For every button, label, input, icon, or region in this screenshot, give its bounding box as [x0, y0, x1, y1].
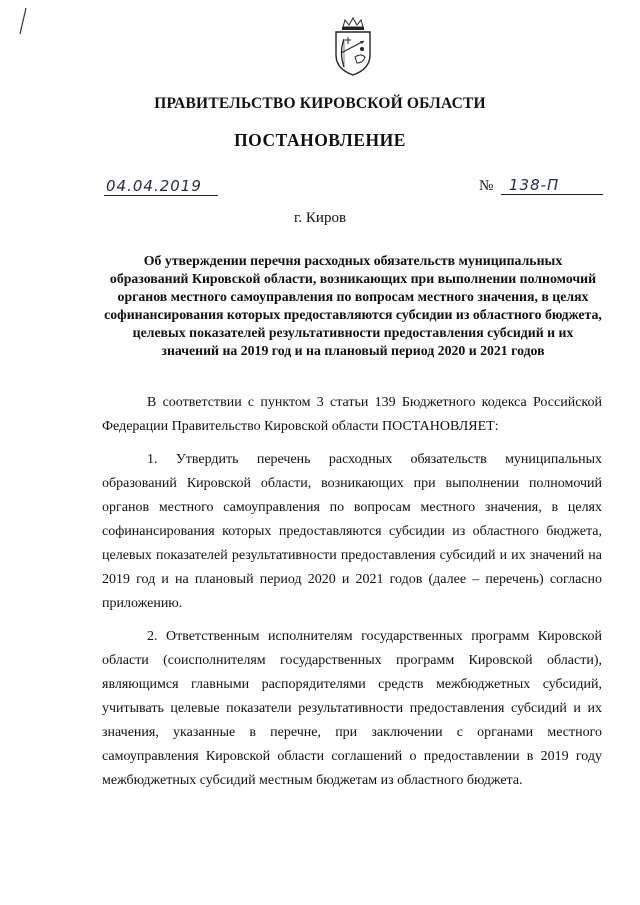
- number-sign: №: [479, 178, 494, 194]
- clause-1-paragraph: 1. Утвердить перечень расходных обязательств муниципальных образований Кировской области, возникающих при выполнении полномочий органов местного самоуправления по вопросам местного значения, в целях софинансирования которых предоставляются субсидии из областного бюджета, целевых показателей результативности предоставления субсидий и их значений на 2019 год и на плановый период 2020 и 2021 годов (далее – перечень) согласно приложению.: [102, 452, 602, 611]
- document-number: 138-П: [509, 176, 560, 194]
- handwritten-corner-mark: [14, 6, 32, 36]
- number-underline: [501, 176, 603, 195]
- kirov-oblast-coat-of-arms-icon: [331, 17, 375, 77]
- document-date: 04.04.2019: [106, 177, 202, 195]
- preamble-paragraph: В соответствии с пунктом 3 статьи 139 Бюджетного кодекса Российской Федерации Правительство Кировской области ПОСТАНОВЛЯЕТ:: [102, 395, 602, 434]
- document-date-field: [104, 177, 218, 196]
- document-number-field: [479, 175, 603, 197]
- document-type-title: ПОСТАНОВЛЕНИЕ: [234, 130, 406, 150]
- clause-2-paragraph: 2. Ответственным исполнителям государственных программ Кировской области (соисполнителям государственных программ Кировской области), являющимся главными распорядителями средств межбюджетных субсидий, учитывать целевые показатели результативности предоставления субсидий и их значения, указанные в перечне, при заключении с органами местного самоуправления Кировской области соглашений о предоставлении в 2019 году межбюджетных субсидий местным бюджетам из областного бюджета.: [102, 629, 602, 788]
- city-name: г. Киров: [293, 210, 347, 226]
- document-subject: Об утверждении перечня расходных обязательств муниципальных образований Кировской области, возникающих при выполнении полномочий органов местного самоуправления по вопросам местного значения, в целях софинансирования которых предоставляются субсидии из областного бюджета, целевых показателей результативности предоставления субсидий и их значений на 2019 год и на плановый период 2020 и 2021 годов: [104, 253, 602, 358]
- government-title: ПРАВИТЕЛЬСТВО КИРОВСКОЙ ОБЛАСТИ: [154, 95, 486, 112]
